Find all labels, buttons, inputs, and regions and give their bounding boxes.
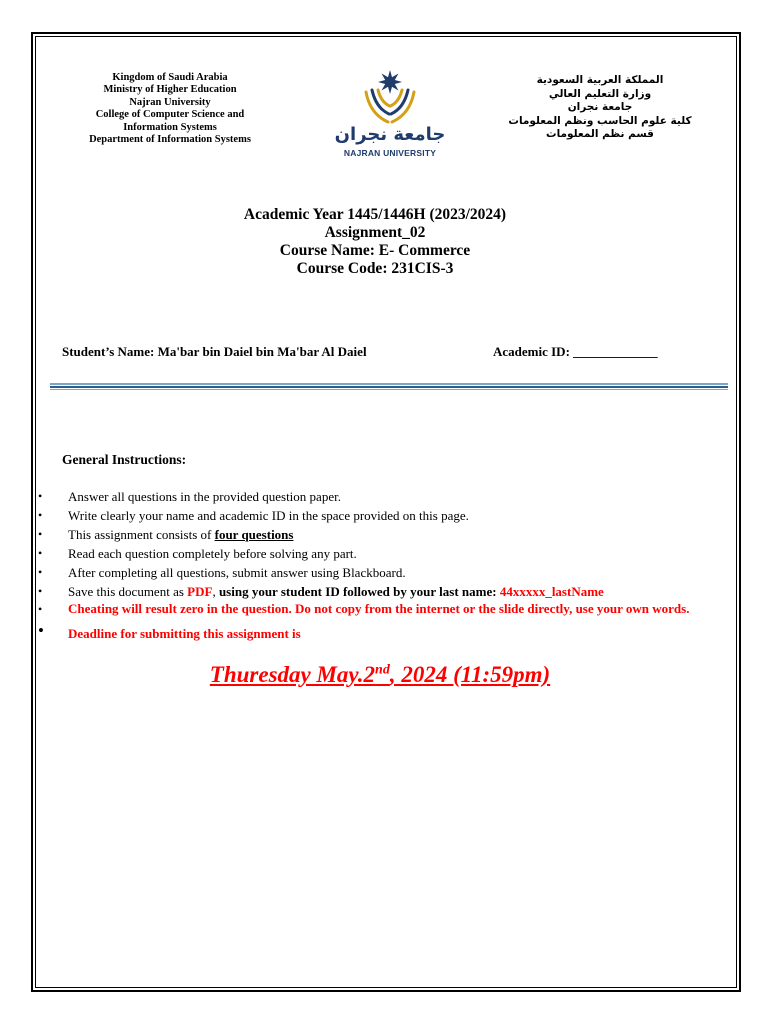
four-questions-emphasis: four questions <box>214 527 294 542</box>
cheating-warning: Cheating will result zero in the question. Do not copy from the internet or the slide directly, use your own words. <box>68 601 690 616</box>
list-item: • Write clearly your name and academic ID in the space provided on this page. <box>38 508 469 523</box>
bullet-icon: • <box>38 489 43 503</box>
bullet-icon: • <box>38 584 43 598</box>
academic-year: Academic Year 1445/1446H (2023/2024) <box>243 206 507 223</box>
ordinal-suffix: nd <box>375 662 390 678</box>
header-en-line: Information Systems <box>123 121 217 133</box>
student-info <box>62 344 702 360</box>
header-english <box>60 72 280 146</box>
bullet-icon: • <box>38 508 43 522</box>
header-ar-line: كلية علوم الحاسب ونظم المعلومات <box>508 114 692 127</box>
instructions-list <box>38 487 718 643</box>
academic-id: Academic ID: _____________ <box>493 344 658 359</box>
list-item: • Save this document as PDF, using your student ID followed by your last name: 44xxxxx_lastName <box>38 584 604 599</box>
list-item: • Answer all questions in the provided question paper. <box>38 489 341 504</box>
star-emblem-icon <box>378 70 402 94</box>
filename-format: 44xxxxx_lastName <box>499 584 604 599</box>
section-divider <box>50 383 728 391</box>
laurel-arcs-icon <box>366 90 414 122</box>
bullet-icon: • <box>38 565 43 579</box>
header-ar-line: جامعة نجران <box>567 101 633 113</box>
instructions-heading: General Instructions: <box>62 452 187 467</box>
header-ar-line: قسم نظم المعلومات <box>546 128 654 140</box>
logo-arabic-name: جامعة نجران <box>334 124 446 145</box>
header-en-line: Kingdom of Saudi Arabia <box>112 72 228 83</box>
course-code: Course Code: 231CIS-3 <box>296 260 454 277</box>
header-en-line: College of Computer Science and <box>95 109 245 121</box>
header-ar-line: وزارة التعليم العالي <box>548 87 652 100</box>
header-en-line: Ministry of Higher Education <box>103 84 237 96</box>
deadline-date: Thuresday May.2nd, 2024 (11:59pm) <box>209 662 551 687</box>
assignment-number: Assignment_02 <box>324 224 426 241</box>
bullet-icon: • <box>38 527 43 541</box>
bullet-icon: • <box>38 546 43 560</box>
list-item: • Read each question completely before solving any part. <box>38 546 357 561</box>
document-title <box>120 206 630 278</box>
deadline-intro: Deadline for submitting this assignment is <box>68 625 301 641</box>
header-ar-line: المملكة العربية السعودية <box>536 74 664 86</box>
pdf-emphasis: PDF <box>187 584 213 599</box>
header-arabic <box>500 74 700 142</box>
list-item <box>38 620 718 643</box>
header-en-line: Najran University <box>129 96 211 108</box>
bullet-icon: • <box>38 602 43 616</box>
list-item: • This assignment consists of four questions <box>38 527 294 542</box>
header-en-line: Department of Information Systems <box>89 134 251 146</box>
logo-english-name: NAJRAN UNIVERSITY <box>343 148 437 158</box>
course-name: Course Name: E- Commerce <box>279 242 471 259</box>
list-item <box>38 601 718 618</box>
student-name: Student’s Name: Ma'bar bin Daiel bin Ma'bar Al Daiel <box>62 344 367 359</box>
list-item: • After completing all questions, submit answer using Blackboard. <box>38 565 406 580</box>
bullet-icon: • <box>38 620 44 640</box>
